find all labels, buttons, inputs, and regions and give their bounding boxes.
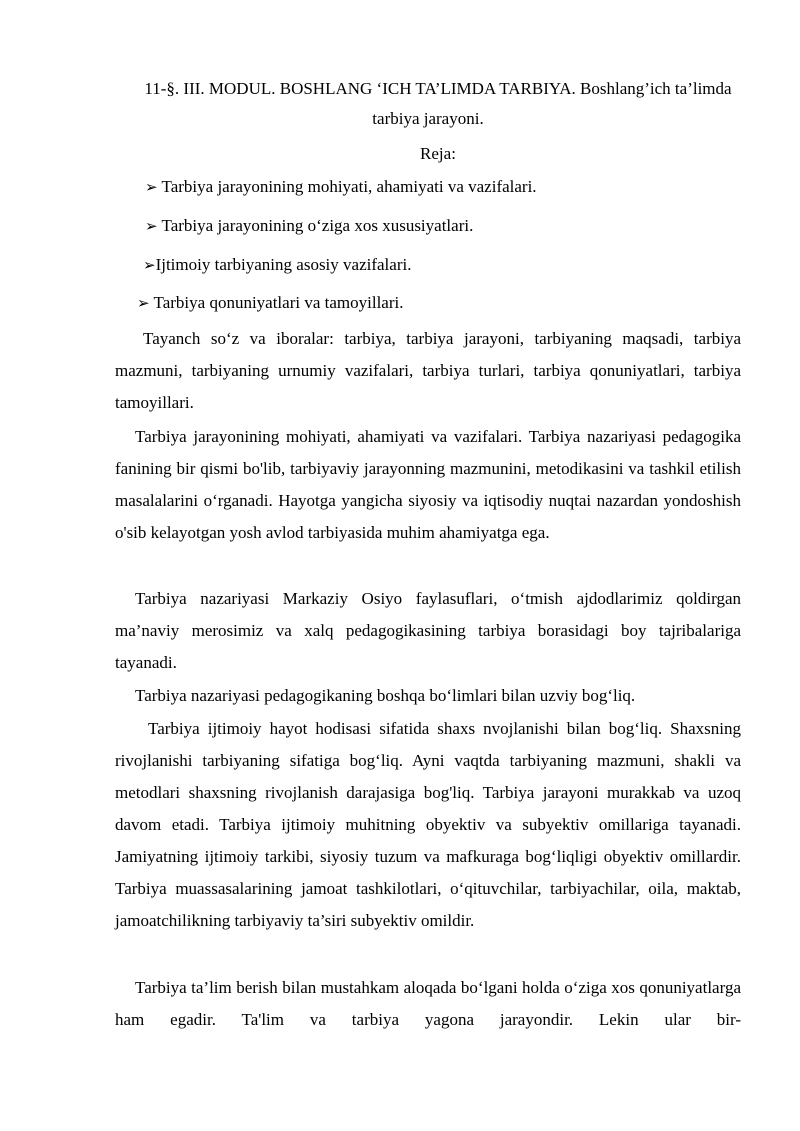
arrow-bullet-icon: ➢ <box>143 256 156 274</box>
body-paragraph: Tarbiya nazariyasi Markaziy Osiyo faylasuflari, o‘tmish ajdodlarimiz qoldirgan ma’naviy merosimiz va xalq pedagogikasining tarbiya borasidagi boy tajribalariga tayanadi. <box>115 589 741 672</box>
plan-item <box>143 252 411 278</box>
arrow-bullet-icon: ➢ <box>145 178 158 196</box>
arrow-bullet-icon: ➢ <box>137 294 150 312</box>
plan-item-text: Tarbiya jarayonining o‘ziga xos xususiyatlari. <box>157 216 474 235</box>
section-title: 11-§. III. MODUL. BOSHLANG ‘ICH TA’LIMDA TARBIYA. Boshlang’ich ta’limda tarbiya jarayoni. <box>144 79 732 128</box>
body-paragraph: Tarbiya ta’lim berish bilan mustahkam aloqada bo‘lgani holda o‘ziga xos qonuniyatlarga ham egadir. Ta'lim va tarbiya yagona jarayondir. Lekin ular bir- <box>115 978 741 1029</box>
body-paragraph: Tarbiya ijtimoiy hayot hodisasi sifatida shaxs nvojlanishi bilan bog‘liq. Shaxsning rivojlanishi tarbiyaning sifatiga bog‘liq. Ayni vaqtda tarbiyaning mazmuni, shakli va metodlari shaxsning rivojlanish darajasiga bog'liq. Tarbiya jarayoni murakkab va uzoq davom etadi. Tarbiya ijtimoiy muhitning obyektiv va subyektiv omillariga tayanadi. Jamiyatning ijtimoiy tarkibi, siyosiy tuzum va mafkuraga bog‘liqligi obyektiv omillardir. Tarbiya muassasalarining jamoat tashkilotlari, o‘qituvchilar, tarbiyachilar, oila, maktab, jamoatchilikning tarbiyaviy ta’siri subyektiv omildir. <box>115 719 741 930</box>
plan-item-text: Tarbiya qonuniyatlari va tamoyillari. <box>149 293 404 312</box>
plan-item <box>137 290 403 316</box>
arrow-bullet-icon: ➢ <box>145 217 158 235</box>
body-paragraph: Tarbiya jarayonining mohiyati, ahamiyati va vazifalari. Tarbiya nazariyasi pedagogika fanining bir qismi bo'lib, tarbiyaviy jarayonning mazmunini, metodikasini va tashkil etilish masalalarini o‘rganadi. Hayotga yangicha siyosiy va iqtisodiy nuqtai nazardan yondoshish o'sib kelayotgan yosh avlod tarbiyasida muhim ahamiyatga ega. <box>115 427 741 542</box>
keywords-paragraph: Tayanch so‘z va iboralar: tarbiya, tarbiya jarayoni, tarbiyaning maqsadi, tarbiya mazmuni, tarbiyaning urnumiy vazifalari, tarbiya turlari, tarbiya qonuniyatlari, tarbiya tamoyillari. <box>115 329 741 412</box>
plan-item-text: Tarbiya jarayonining mohiyati, ahamiyati va vazifalari. <box>157 177 537 196</box>
plan-item <box>145 213 473 239</box>
plan-item <box>145 174 537 200</box>
plan-heading: Reja: <box>420 144 456 163</box>
body-paragraph: Tarbiya nazariyasi pedagogikaning boshqa bo‘limlari bilan uzviy bog‘liq. <box>135 686 636 705</box>
plan-item-text: Ijtimoiy tarbiyaning asosiy vazifalari. <box>155 255 412 274</box>
